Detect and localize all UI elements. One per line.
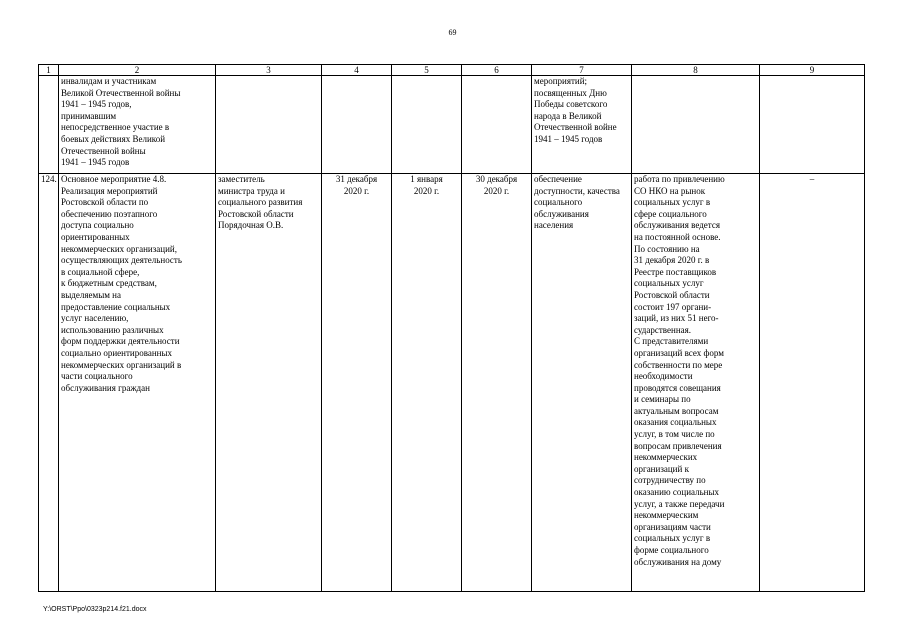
notes-cell: – <box>760 174 865 592</box>
end-date-cell: 30 декабря 2020 г. <box>462 174 532 592</box>
planned-date-cell: 31 декабря 2020 г. <box>322 174 392 592</box>
column-header: 1 <box>39 65 59 76</box>
column-header: 2 <box>59 65 216 76</box>
responsible-cell: заместитель министра труда и социального развития Ростовской области Порядочная О.В. <box>216 174 322 592</box>
column-header: 7 <box>532 65 632 76</box>
file-path-footer: Y:\ORST\Ppo\0323p214.f21.docx <box>43 606 147 613</box>
row-number-cell <box>39 76 59 174</box>
table-row <box>39 76 865 174</box>
page-number: 69 <box>448 28 457 37</box>
actual-result-cell <box>632 76 760 174</box>
activity-cell: Основное мероприятие 4.8. Реализация мероприятий Ростовской области по обеспечению поэтапного доступа социально ориентированных некоммерческих организаций, осуществляющих деятельность в социальной сфере, к бюджетным средствам, выделяемым на предоставление социальных услуг населению, использованию различных форм поддержки деятельности социально ориентированных некоммерческих организаций в части социального обслуживания граждан <box>59 174 216 592</box>
column-header: 6 <box>462 65 532 76</box>
row-number-cell: 124. <box>39 174 59 592</box>
column-header: 9 <box>760 65 865 76</box>
actual-result-cell: работа по привлечению СО НКО на рынок социальных услуг в сфере социального обслуживания ведется на постоянной основе. По состоянию на 31 декабря 2020 г. в Реестре поставщиков социальных услуг Ростовской области состоит 197 органи- заций, из них 51 него- сударственная. С представителями организаций всех форм собственности по мере необходимости проводятся совещания и семинары по актуальным вопросам оказания социальных услуг, в том числе по вопросам привлечения некоммерческих организаций к сотрудничеству по оказанию социальных услуг, а также передачи некоммерческим организациям части социальных услуг в форме социального обслуживания на дому <box>632 174 760 592</box>
table-header-row <box>39 65 865 76</box>
expected-result-cell: мероприятий; посвященных Дню Победы советского народа в Великой Отечественной войне 1941 – 1945 годов <box>532 76 632 174</box>
expected-result-cell: обеспечение доступности, качества социального обслуживания населения <box>532 174 632 592</box>
column-header: 4 <box>322 65 392 76</box>
table-row <box>39 174 865 592</box>
start-date-cell <box>392 76 462 174</box>
column-header: 5 <box>392 65 462 76</box>
column-header: 3 <box>216 65 322 76</box>
responsible-cell <box>216 76 322 174</box>
activity-cell: инвалидам и участникам Великой Отечественной войны 1941 – 1945 годов, принимавшим непосредственное участие в боевых действиях Великой Отечественной войны 1941 – 1945 годов <box>59 76 216 174</box>
column-header: 8 <box>632 65 760 76</box>
planned-date-cell <box>322 76 392 174</box>
report-table <box>38 64 865 592</box>
end-date-cell <box>462 76 532 174</box>
notes-cell <box>760 76 865 174</box>
start-date-cell: 1 января 2020 г. <box>392 174 462 592</box>
